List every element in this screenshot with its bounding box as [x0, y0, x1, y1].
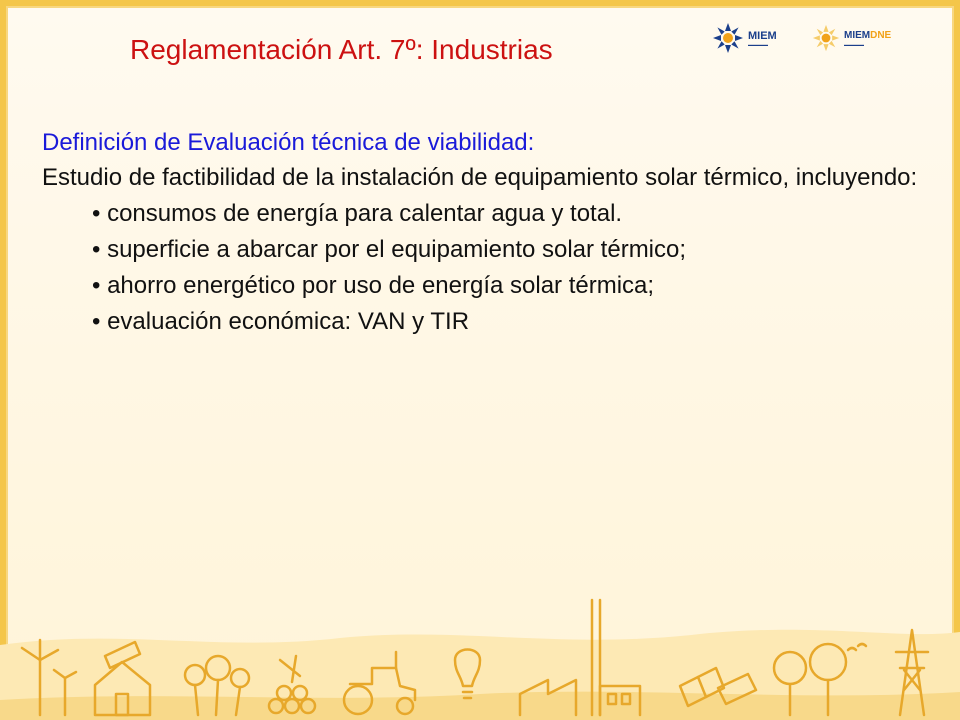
bullet-item: • superficie a abarcar por el equipamiento solar térmico; — [92, 232, 922, 268]
miem-emblem-icon — [712, 22, 744, 54]
miem-logo-name: MIEM — [748, 29, 777, 42]
miemdne-logo — [812, 20, 891, 56]
bullet-item: • ahorro energético por uso de energía solar térmica; — [92, 268, 922, 304]
bullet-item: • evaluación económica: VAN y TIR — [92, 304, 922, 340]
miemdne-logo-tagline: ▬▬▬▬▬ — [844, 41, 864, 47]
slide-content — [42, 126, 922, 340]
miemdne-logo-name — [844, 30, 891, 42]
section-subtitle: Definición de Evaluación técnica de viabilidad: — [42, 129, 535, 156]
miem-logo-tagline: ▬▬▬▬▬ — [748, 41, 768, 47]
bullet-list — [42, 196, 922, 340]
energy-landscape-illustration — [0, 590, 960, 720]
bullet-item: • consumos de energía para calentar agua y total. — [92, 196, 922, 232]
body-paragraph: Estudio de factibilidad de la instalación de equipamiento solar térmico, incluyendo: — [42, 164, 918, 191]
miemdne-emblem-icon — [812, 24, 840, 52]
logo-group — [712, 14, 932, 62]
miemdne-logo-name-accent: DNE — [870, 29, 892, 41]
slide-title: Reglamentación Art. 7º: Industrias — [130, 34, 553, 65]
miemdne-logo-name-main: MIEM — [844, 29, 871, 41]
miem-logo — [712, 20, 777, 56]
